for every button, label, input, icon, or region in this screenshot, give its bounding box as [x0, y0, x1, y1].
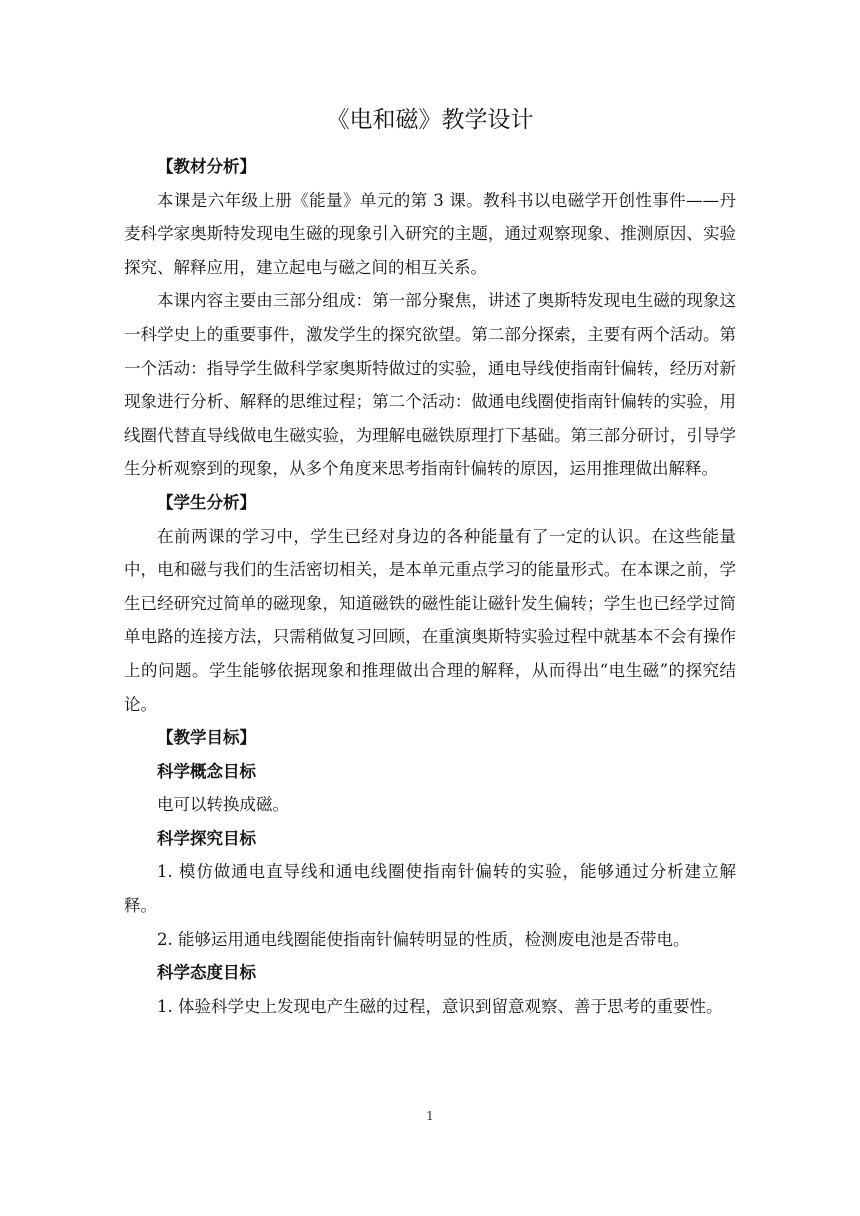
subheading-attitude-goal: 科学态度目标 [157, 963, 256, 983]
section-heading-teaching-goals: 【教学目标】 [157, 728, 256, 748]
document-title: 《电和磁》教学设计 [326, 107, 534, 133]
paragraph: 在前两课的学习中，学生已经对身边的各种能量有了一定的认识。在这些能量中，电和磁与我们的生活密切相关，是本单元重点学习的能量形式。在本课之前，学生已经研究过简单的磁现象，知道磁铁的磁性能让磁针发生偏转；学生也已经学过简单电路的连接方法，只需稍做复习回顾，在重演奥斯特实验过程中就基本不会有操作上的问题。学生能够依据现象和推理做出合理的解释，从而得出“电生磁”的探究结论。 [124, 526, 736, 714]
document-body [124, 150, 736, 1023]
subheading-concept-goal: 科学概念目标 [157, 761, 256, 781]
paragraph: 本课是六年级上册《能量》单元的第 3 课。教科书以电磁学开创性事件——丹麦科学家奥斯特发现电生磁的现象引入研究的主题，通过观察现象、推测原因、实验探究、解释应用，建立起电与磁之间的相互关系。 [124, 190, 736, 277]
goal-item: 1. 模仿做通电直导线和通电线圈使指南针偏转的实验，能够通过分析建立解释。 [124, 862, 736, 916]
subheading-inquiry-goal: 科学探究目标 [157, 828, 256, 848]
goal-item: 1. 体验科学史上发现电产生磁的过程，意识到留意观察、善于思考的重要性。 [157, 996, 723, 1016]
goal-item: 2. 能够运用通电线圈能使指南针偏转明显的性质，检测废电池是否带电。 [157, 929, 690, 949]
section-heading-textbook-analysis: 【教材分析】 [157, 157, 256, 176]
page-number: 1 [426, 1109, 434, 1123]
section-heading-student-analysis: 【学生分析】 [157, 492, 256, 512]
paragraph: 本课内容主要由三部分组成：第一部分聚焦，讲述了奥斯特发现电生磁的现象这一科学史上的重要事件，激发学生的探究欲望。第二部分探索，主要有两个活动。第一个活动：指导学生做科学家奥斯特做过的实验，通电导线使指南针偏转，经历对新现象进行分析、解释的思维过程；第二个活动：做通电线圈使指南针偏转的实验，用线圈代替直导线做电生磁实验，为理解电磁铁原理打下基础。第三部分研讨，引导学生分析观察到的现象，从多个角度来思考指南针偏转的原因，运用推理做出解释。 [124, 291, 736, 479]
goal-item: 电可以转换成磁。 [157, 795, 289, 815]
